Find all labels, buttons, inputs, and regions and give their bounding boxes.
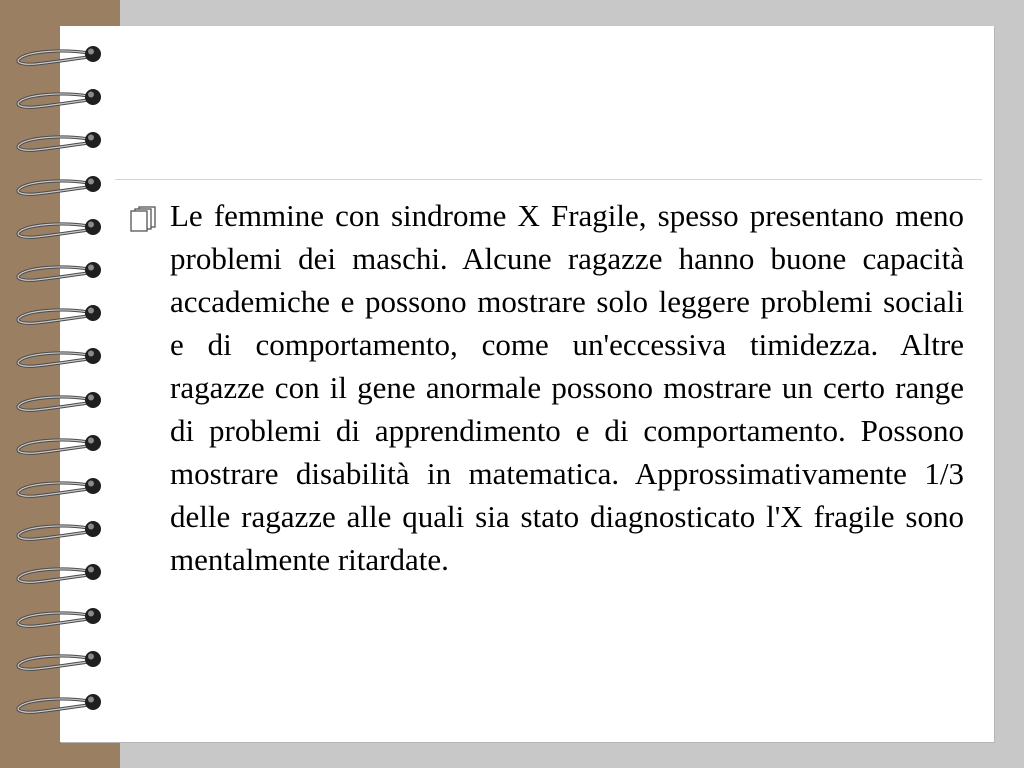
- stacked-pages-icon: [128, 206, 160, 232]
- body-paragraph: Le femmine con sindrome X Fragile, spesso presentano meno problemi dei maschi. Alcune ragazze hanno buone capacità accademiche e possono mostrare solo leggere problemi sociali e di comportamento, come un'eccessiva timidezza. Altre ragazze con il gene anormale possono mostrare un certo range di problemi di apprendimento e di comportamento. Possono mostrare disabilità in matematica. Approssimativamente 1/3 delle ragazze alle quali sia stato diagnosticato l'X fragile sono mentalmente ritardate.: [170, 198, 964, 577]
- spiral-ring-icon: [14, 558, 106, 586]
- content-area: [128, 194, 964, 581]
- spiral-ring-icon: [14, 515, 106, 543]
- spiral-ring-icon: [14, 342, 106, 370]
- spiral-ring-icon: [14, 472, 106, 500]
- spiral-ring-icon: [14, 645, 106, 673]
- spiral-ring-icon: [14, 386, 106, 414]
- title-divider: [115, 179, 982, 180]
- spiral-ring-icon: [14, 83, 106, 111]
- spiral-ring-icon: [14, 256, 106, 284]
- spiral-ring-icon: [14, 40, 106, 68]
- spiral-ring-icon: [14, 213, 106, 241]
- spiral-ring-icon: [14, 170, 106, 198]
- spiral-ring-icon: [14, 126, 106, 154]
- spiral-ring-icon: [14, 299, 106, 327]
- spiral-ring-icon: [14, 602, 106, 630]
- spiral-ring-icon: [14, 429, 106, 457]
- spiral-ring-icon: [14, 688, 106, 716]
